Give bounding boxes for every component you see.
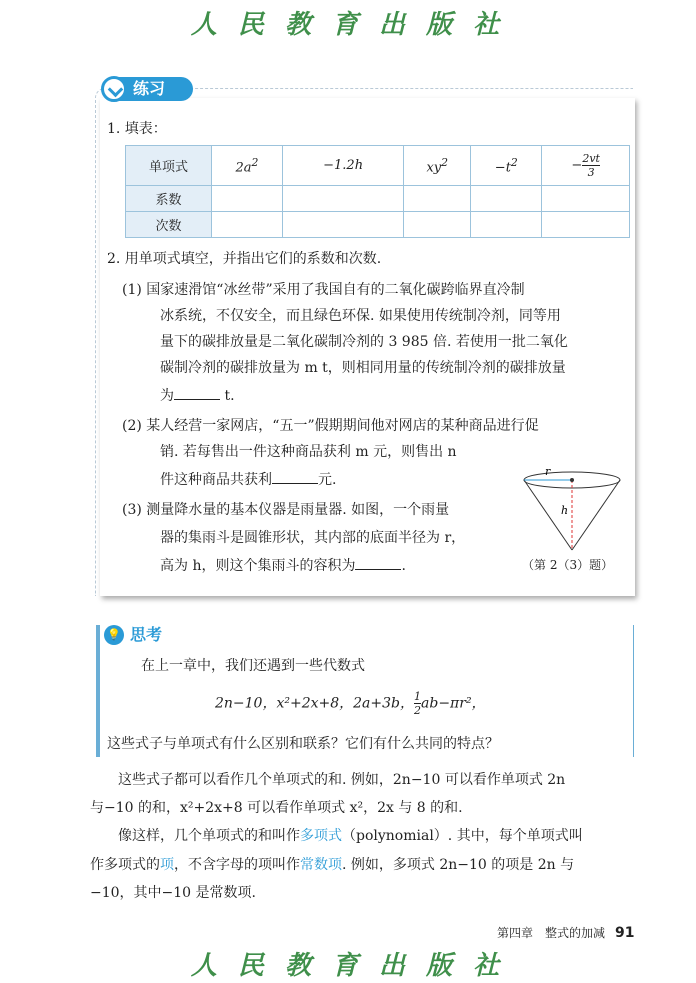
q2-part2-line: 销. 若每售出一件这种商品获利 m 元，则售出 n — [160, 444, 457, 460]
exercise-tag — [103, 77, 193, 101]
answer-cell[interactable] — [542, 186, 630, 212]
q2-part2-line: (2) 某人经营一家网店，“五一”假期期间他对网店的某种商品进行促 — [122, 418, 539, 434]
think-expressions: 2n−10，x²+2x+8，2a+3b， $\frac{1}{2}$ ab−πr²， — [215, 690, 486, 717]
term-term: 项 — [160, 857, 174, 873]
publisher-watermark-bottom: 人 民 教 育 出 版 社 — [190, 951, 506, 981]
body-paragraph: −10，其中−10 是常数项. — [90, 885, 256, 901]
publisher-watermark-top: 人 民 教 育 出 版 社 — [190, 10, 506, 40]
q2-part2-end: 件这种商品共获利 元. — [160, 472, 337, 488]
answer-cell[interactable] — [212, 212, 283, 238]
body-paragraph: 作多项式的项，不含字母的项叫作常数项. 例如，多项式 2n−10 的项是 2n 与 — [90, 857, 575, 873]
monomial-table — [125, 145, 630, 238]
think-title: 💡 思考 — [104, 624, 162, 646]
body-paragraph: 像这样，几个单项式的和叫作多项式（polynomial）. 其中，每个单项式叫 — [118, 828, 583, 844]
figure-caption: （第 2（3）题） — [522, 558, 614, 572]
table-header: 单项式 — [126, 146, 212, 186]
check-icon — [101, 76, 127, 102]
exercise-tag-label: 练习 — [133, 79, 166, 98]
answer-blank[interactable] — [355, 556, 401, 570]
answer-cell[interactable] — [282, 212, 403, 238]
row-label-coefficient: 系数 — [126, 186, 212, 212]
body-paragraph: 与−10 的和，x²+2x+8 可以看作单项式 x²，2x 与 8 的和. — [90, 800, 463, 816]
answer-cell[interactable] — [404, 212, 471, 238]
term-constant: 常数项 — [300, 857, 342, 873]
question-2: 2. 用单项式填空，并指出它们的系数和次数. — [107, 251, 382, 267]
q2-part3-end: 高为 h，则这个集雨斗的容积为 . — [160, 558, 406, 574]
table-cell: $xy^2$ — [404, 146, 471, 186]
think-question: 这些式子与单项式有什么区别和联系？它们有什么共同的特点？ — [107, 736, 499, 752]
answer-blank[interactable] — [174, 386, 220, 400]
q2-part1-line: 碳制冷剂的碳排放量为 m t，则相同用量的传统制冷剂的碳排放量 — [160, 360, 566, 376]
cone-figure — [515, 462, 630, 552]
answer-cell[interactable] — [471, 212, 542, 238]
think-line: 在上一章中，我们还遇到一些代数式 — [141, 658, 365, 674]
answer-cell[interactable] — [542, 212, 630, 238]
chapter-label: 第四章 整式的加减 — [497, 926, 606, 940]
answer-cell[interactable] — [404, 186, 471, 212]
answer-blank[interactable] — [272, 470, 318, 484]
table-cell: $2a^2$ — [212, 146, 283, 186]
q2-part3-line: (3) 测量降水量的基本仪器是雨量器. 如图，一个雨量 — [122, 502, 450, 518]
table-cell: − $\frac{2vt}{3}$ — [542, 146, 630, 186]
q2-part1-line: (1) 国家速滑馆“冰丝带”采用了我国自有的二氧化碳跨临界直冷制 — [122, 282, 525, 298]
answer-cell[interactable] — [282, 186, 403, 212]
page-number: 91 — [615, 925, 635, 941]
lightbulb-icon: 💡 — [104, 625, 124, 645]
radius-label: r — [545, 465, 551, 478]
q2-part1-line: 量下的碳排放量是二氧化碳制冷剂的 3 985 倍. 若使用一批二氧化 — [160, 334, 568, 350]
answer-cell[interactable] — [471, 186, 542, 212]
q2-part1-line: 冰系统，不仅安全，而且绿色环保. 如果使用传统制冷剂，同等用 — [160, 308, 561, 324]
body-paragraph: 这些式子都可以看作几个单项式的和. 例如，2n−10 可以看作单项式 2n — [118, 772, 566, 788]
q2-part3-line: 器的集雨斗是圆锥形状，其内部的底面半径为 r， — [160, 530, 466, 546]
row-label-degree: 次数 — [126, 212, 212, 238]
question-1: 1. 填表： — [107, 121, 167, 137]
answer-cell[interactable] — [212, 186, 283, 212]
term-polynomial: 多项式 — [300, 828, 342, 844]
table-cell: −1.2h — [282, 146, 403, 186]
table-cell: $-t^2$ — [471, 146, 542, 186]
page-footer — [497, 924, 635, 941]
height-label: h — [561, 504, 569, 517]
q2-part1-end: 为 t. — [160, 388, 235, 404]
